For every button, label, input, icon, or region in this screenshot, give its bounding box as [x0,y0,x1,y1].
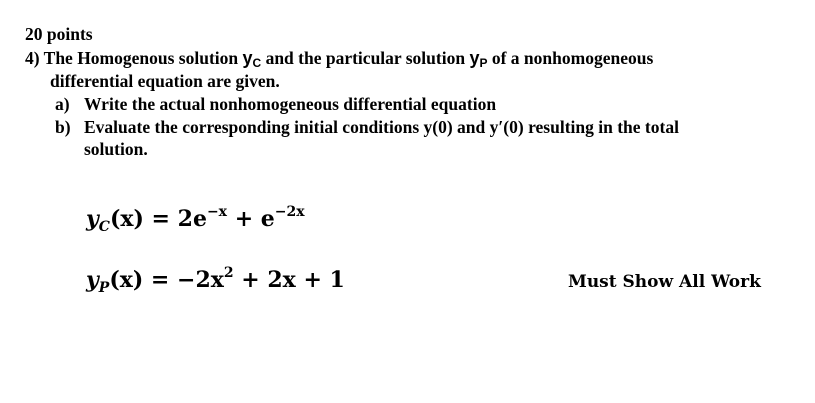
yc-rhs-term-1: = 2e [143,206,207,232]
yp-rhs-term-1: = −2x [143,267,224,293]
yc-exponent-2: −2x [274,204,305,220]
yc-exponent-1: −x [206,204,228,220]
question-intro-part-c: of a nonhomogeneous [487,48,654,68]
question-intro-line-2: differential equation are given. [50,71,280,91]
item-b-marker: b) [55,117,71,137]
yc-rhs-term-2: + e [227,206,275,232]
yp-lhs-subscript: P [98,280,110,296]
yc-lhs-variable: y [86,206,99,232]
homogeneous-solution-subscript: C [252,56,262,70]
question-intro-line [25,48,653,70]
question-number: 4) [25,48,40,68]
particular-solution-subscript: P [479,56,488,70]
must-show-work-note: Must Show All Work [568,272,761,292]
yp-exponent-1: 2 [223,265,234,281]
homogeneous-solution-equation [86,205,305,236]
yp-lhs-variable: y [86,267,99,293]
item-a-text: Write the actual nonhomogeneous differential equation [84,94,497,114]
particular-solution-equation [86,266,345,297]
item-b-text: Evaluate the corresponding initial conditions y(0) and y′(0) resulting in the total [84,117,679,137]
yp-rhs-term-2: + 2x + 1 [233,267,345,293]
item-b-text-continued: solution. [84,139,148,159]
item-a-marker: a) [55,94,70,114]
question-intro-part-a: The Homogenous solution [43,48,243,68]
yp-lhs-argument: (x) [109,267,144,293]
points-label: 20 points [25,24,93,44]
question-intro-part-b: and the particular solution [261,48,470,68]
homogeneous-solution-symbol: y [242,48,253,68]
yc-lhs-subscript: C [98,219,110,235]
yc-lhs-argument: (x) [109,206,144,232]
particular-solution-symbol: y [469,48,480,68]
